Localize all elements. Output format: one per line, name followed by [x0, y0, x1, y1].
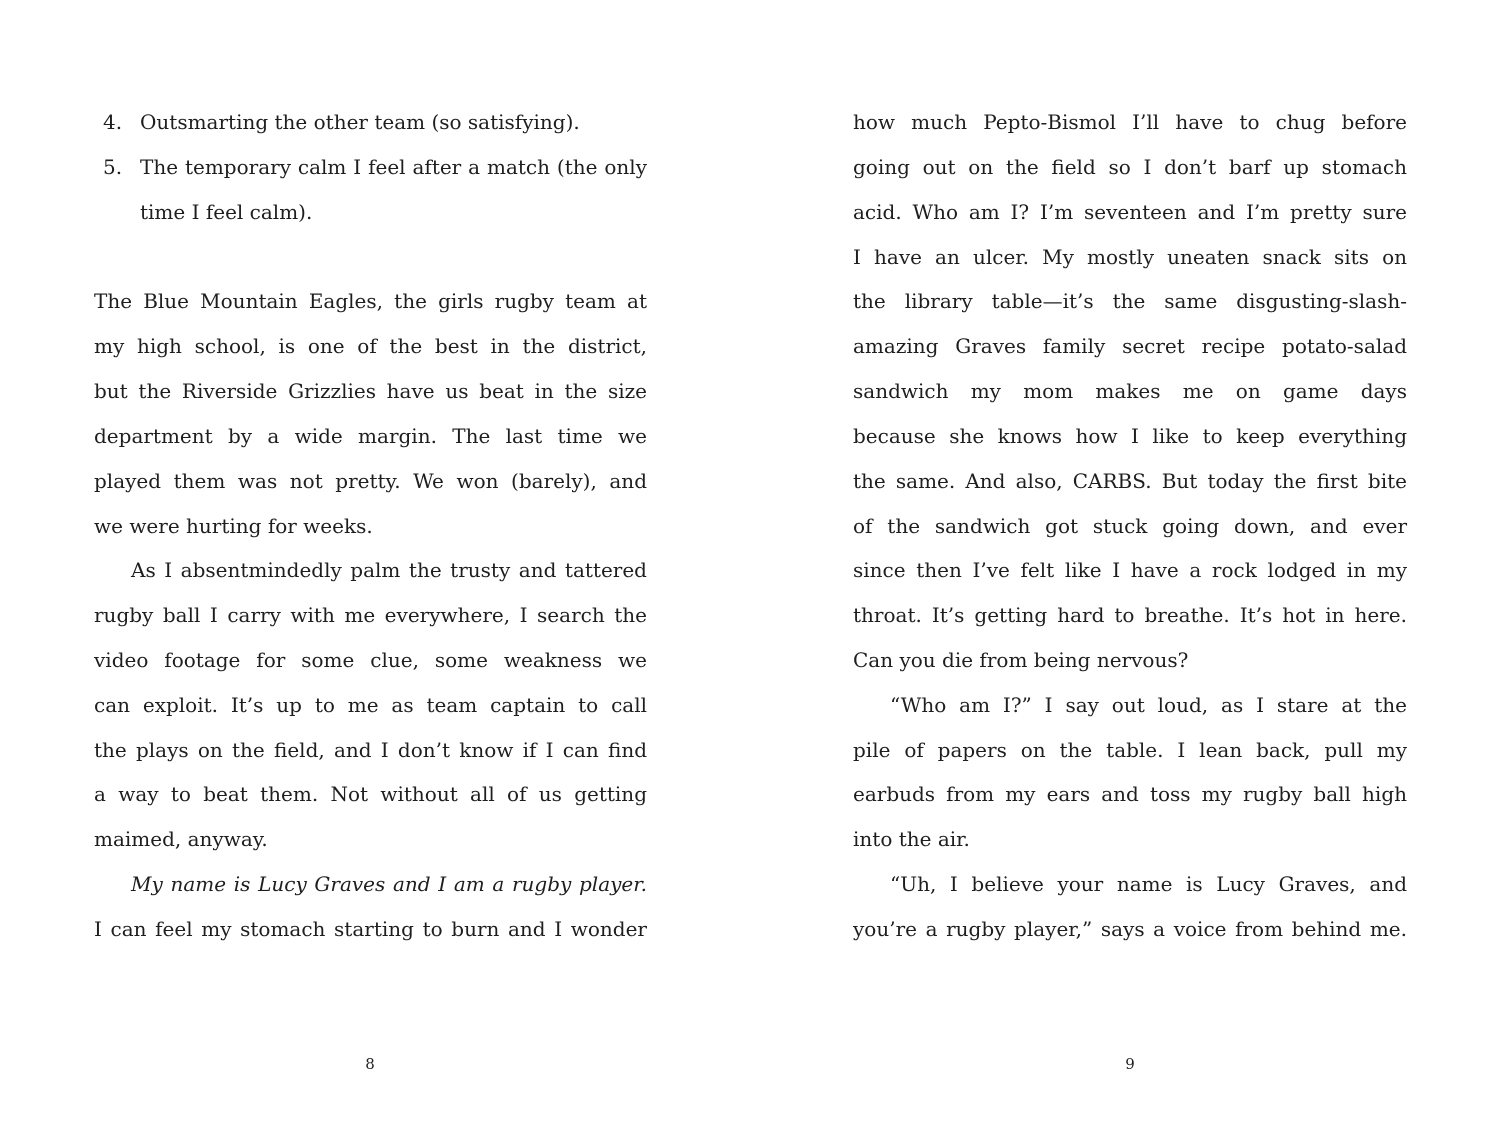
- text-line: As I absentmindedly palm the trusty and tattered: [131, 558, 647, 582]
- text-line: the plays on the field, and I don’t know if I can find: [94, 738, 647, 762]
- text-line: I can feel my stomach starting to burn and I wonder: [94, 917, 647, 941]
- list-number: 5.: [103, 155, 123, 179]
- text-line: the library table—it’s the same disgusting-slash-: [853, 289, 1407, 313]
- text-line: pile of papers on the table. I lean back, pull my: [853, 738, 1407, 762]
- italic-text-line: My name is Lucy Graves and I am a rugby player.: [131, 872, 647, 896]
- text-line: the same. And also, CARBS. But today the first bite: [853, 469, 1407, 493]
- text-line: “Uh, I believe your name is Lucy Graves, and: [890, 872, 1407, 896]
- text-line: but the Riverside Grizzlies have us beat in the size: [94, 379, 647, 403]
- text-line: earbuds from my ears and toss my rugby ball high: [853, 782, 1407, 806]
- text-line: of the sandwich got stuck going down, and ever: [853, 514, 1407, 538]
- list-item-text: Outsmarting the other team (so satisfying).: [140, 110, 580, 134]
- text-line: since then I’ve felt like I have a rock lodged in my: [853, 558, 1407, 582]
- text-line: rugby ball I carry with me everywhere, I search the: [94, 603, 647, 627]
- text-line: how much Pepto-Bismol I’ll have to chug before: [853, 110, 1407, 134]
- text-line: I have an ulcer. My mostly uneaten snack sits on: [853, 245, 1407, 269]
- text-line: throat. It’s getting hard to breathe. It’s hot in here.: [853, 603, 1407, 627]
- text-line: sandwich my mom makes me on game days: [853, 379, 1407, 403]
- text-line: maimed, anyway.: [94, 827, 268, 851]
- text-line: into the air.: [853, 827, 970, 851]
- text-line: Can you die from being nervous?: [853, 648, 1189, 672]
- list-number: 4.: [103, 110, 123, 134]
- page-number: 9: [1125, 1055, 1135, 1073]
- text-line: amazing Graves family secret recipe potato-salad: [853, 334, 1407, 358]
- text-line: because she knows how I like to keep everything: [853, 424, 1407, 448]
- text-line: The Blue Mountain Eagles, the girls rugby team at: [94, 289, 647, 313]
- right-page: [750, 0, 1500, 1125]
- text-line: acid. Who am I? I’m seventeen and I’m pretty sure: [853, 200, 1407, 224]
- text-line: played them was not pretty. We won (barely), and: [94, 469, 647, 493]
- text-line: “Who am I?” I say out loud, as I stare at the: [890, 693, 1407, 717]
- text-line: department by a wide margin. The last time we: [94, 424, 647, 448]
- text-line: we were hurting for weeks.: [94, 514, 373, 538]
- list-item-text: The temporary calm I feel after a match (the only: [140, 155, 647, 179]
- text-line: going out on the field so I don’t barf up stomach: [853, 155, 1407, 179]
- text-line: video footage for some clue, some weakness we: [94, 648, 647, 672]
- text-line: can exploit. It’s up to me as team captain to call: [94, 693, 647, 717]
- list-item-text: time I feel calm).: [140, 200, 313, 224]
- page-number: 8: [365, 1055, 375, 1073]
- text-line: a way to beat them. Not without all of us getting: [94, 782, 647, 806]
- text-line: my high school, is one of the best in the district,: [94, 334, 647, 358]
- text-line: you’re a rugby player,” says a voice from behind me.: [853, 917, 1407, 941]
